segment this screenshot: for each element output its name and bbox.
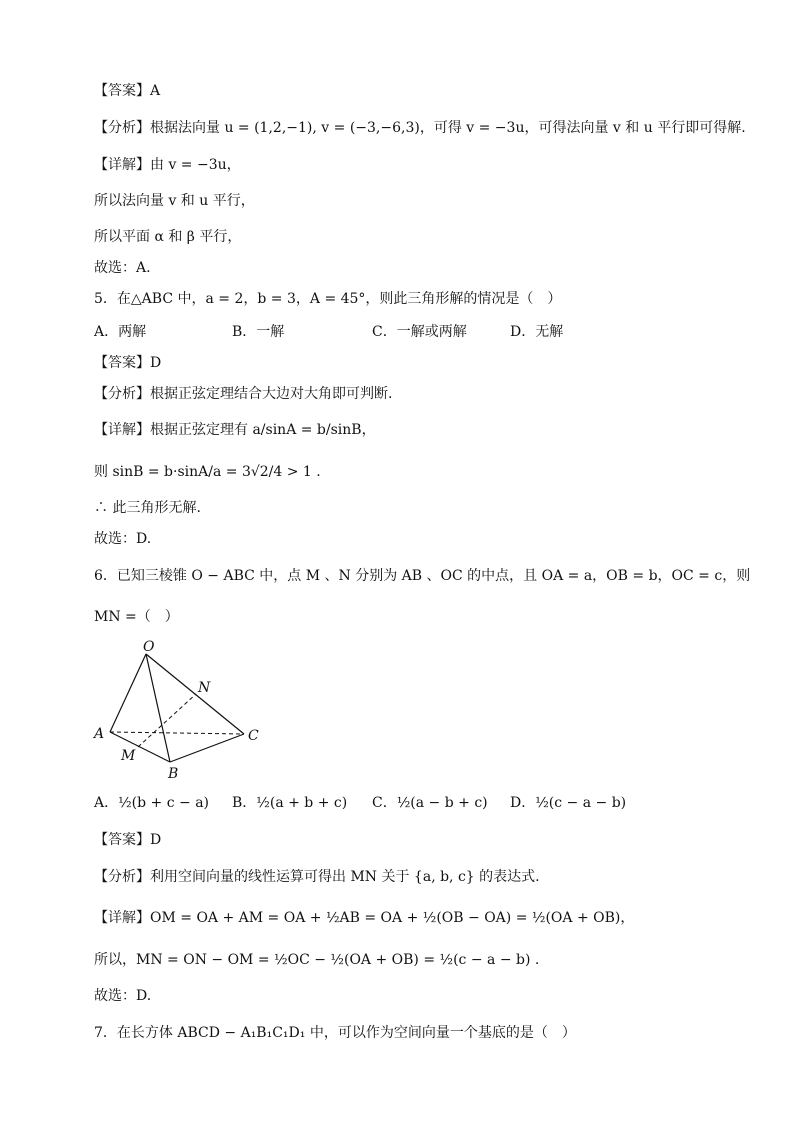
label-N: N [198,680,211,696]
edge-BC [170,734,244,762]
question-5: 5．在△ABC 中，a = 2，b = 3，A = 45°，则此三角形解的情况是（ ） [94,291,562,307]
segment-MN-hidden [138,694,196,747]
question-6: 6．已知三棱锥 O − ABC 中，点 M 、N 分别为 AB 、OC 的中点，且 OA = a，OB = b，OC = c，则 [94,568,751,584]
answer-q5: 【答案】D [94,355,162,371]
q5-option-c: C．一解或两解 [372,324,467,340]
choice-q6: 故选：D. [94,988,152,1004]
question-7: 7．在长方体 ABCD − A₁B₁C₁D₁ 中，可以作为空间向量一个基底的是（ ） [94,1025,576,1041]
q6-option-d: D．½(c − a − b) [510,795,627,811]
q6-option-a: A．½(b + c − a) [94,795,210,811]
answer-q4: 【答案】A [94,83,161,99]
analysis-q6: 【分析】利用空间向量的线性运算可得出 MN 关于 {a, b, c} 的表达式. [94,869,540,885]
detail-q5-line3: ∴ 此三角形无解. [94,500,201,516]
question-6-line2: MN =（ ） [94,609,179,625]
tetrahedron-figure [88,640,278,785]
label-O: O [143,640,155,655]
choice-q4: 故选：A. [94,260,151,276]
detail-q6-line2: 所以，MN = ON − OM = ½OC − ½(OA + OB) = ½(c − a − b) . [94,952,540,968]
edge-OA [110,654,146,732]
choice-q5: 故选：D. [94,531,152,547]
detail-q4-line3: 所以平面 α 和 β 平行， [94,229,242,245]
label-A: A [94,726,105,742]
q6-option-b: B．½(a + b + c) [232,795,348,811]
edge-AC-hidden [110,732,244,734]
analysis-q4: 【分析】根据法向量 u = (1,2,−1), v = (−3,−6,3)，可得 v = −3u，可得法向量 v 和 u 平行即可得解. [94,120,746,136]
detail-q5: 【详解】根据正弦定理有 a/sinA = b/sinB， [94,422,376,438]
label-M: M [121,748,136,764]
q6-option-c: C．½(a − b + c) [372,795,488,811]
detail-q5-line2: 则 sinB = b·sinA/a = 3√2/4 > 1 . [94,464,321,480]
edge-AB [110,732,170,762]
q5-option-a: A．两解 [94,324,147,340]
analysis-q5: 【分析】根据正弦定理结合大边对大角即可判断. [94,386,393,402]
detail-q4-line2: 所以法向量 v 和 u 平行， [94,193,255,209]
q5-option-b: B．一解 [232,324,285,340]
detail-q4: 【详解】由 v = −3u， [94,157,241,173]
answer-q6: 【答案】D [94,832,162,848]
q5-option-d: D．无解 [510,324,564,340]
detail-q6: 【详解】OM = OA + AM = OA + ½AB = OA + ½(OB − OA) = ½(OA + OB)， [94,910,635,926]
label-B: B [168,766,179,782]
label-C: C [248,728,259,744]
